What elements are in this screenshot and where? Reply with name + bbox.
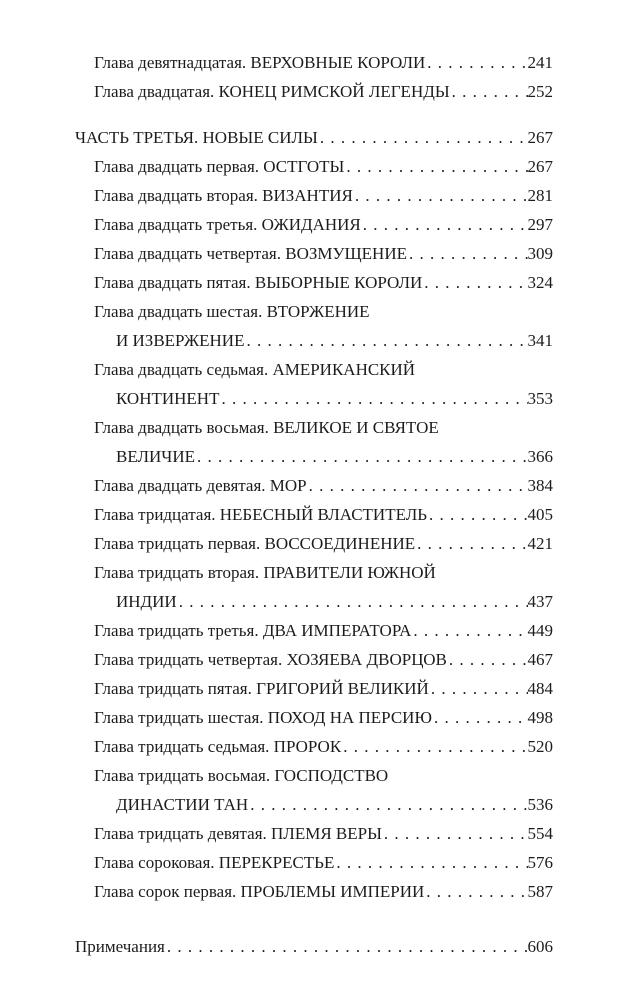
toc-entry-title: Глава двадцать восьмая. ВЕЛИКОЕ И СВЯТОЕ bbox=[94, 418, 439, 437]
toc-entry bbox=[75, 210, 553, 239]
toc-dot-leader bbox=[415, 529, 527, 558]
toc-page-number: 576 bbox=[527, 853, 553, 872]
toc-entry bbox=[75, 932, 553, 961]
toc-entry bbox=[75, 77, 553, 106]
toc-entry bbox=[75, 442, 553, 471]
toc-page-number: 341 bbox=[527, 331, 553, 350]
toc-dot-leader bbox=[382, 819, 528, 848]
toc-page-number: 405 bbox=[527, 505, 553, 524]
toc-entry bbox=[75, 616, 553, 645]
toc-dot-leader bbox=[334, 848, 527, 877]
toc-entry-title: Глава тридцать седьмая. ПРОРОК bbox=[94, 737, 342, 756]
toc-entry bbox=[75, 529, 553, 558]
toc-page-number: 437 bbox=[527, 592, 553, 611]
toc-entry bbox=[75, 326, 553, 355]
toc-page-number: 536 bbox=[527, 795, 553, 814]
toc-page-number: 520 bbox=[527, 737, 553, 756]
toc-dot-leader bbox=[307, 471, 528, 500]
toc-entry bbox=[75, 500, 553, 529]
toc-entry-title: Глава двадцать седьмая. АМЕРИКАНСКИЙ bbox=[94, 360, 416, 379]
toc-page-number: 267 bbox=[527, 157, 553, 176]
toc-entry-title: Глава тридцать восьмая. ГОСПОДСТВО bbox=[94, 766, 389, 785]
toc-entry bbox=[75, 645, 553, 674]
toc-entry bbox=[75, 268, 553, 297]
toc-entry-title: Примечания bbox=[75, 937, 165, 956]
toc-entry-title: Глава двадцать четвертая. ВОЗМУЩЕНИЕ bbox=[94, 244, 407, 263]
toc-page-number: 281 bbox=[527, 186, 553, 205]
toc-entry bbox=[75, 48, 553, 77]
toc-entry-title: Глава двадцать вторая. ВИЗАНТИЯ bbox=[94, 186, 353, 205]
toc-dot-leader bbox=[429, 674, 528, 703]
toc-entry bbox=[75, 413, 553, 442]
toc-entry-title: Глава тридцать пятая. ГРИГОРИЙ ВЕЛИКИЙ bbox=[94, 679, 429, 698]
toc-dot-leader bbox=[427, 500, 527, 529]
toc-entry bbox=[75, 877, 553, 906]
toc-entry-title: Глава тридцать первая. ВОССОЕДИНЕНИЕ bbox=[94, 534, 416, 553]
toc-entry-title: И ИЗВЕРЖЕНИЕ bbox=[116, 331, 245, 350]
toc-entry-title: Глава двадцать пятая. ВЫБОРНЫЕ КОРОЛИ bbox=[94, 273, 423, 292]
toc-page-number: 252 bbox=[527, 82, 553, 101]
toc-entry bbox=[75, 558, 553, 587]
toc-entry-title: Глава тридцатая. НЕБЕСНЫЙ ВЛАСТИТЕЛЬ bbox=[94, 505, 428, 524]
toc-entry-title: Глава сороковая. ПЕРЕКРЕСТЬЕ bbox=[94, 853, 335, 872]
toc-page-number: 353 bbox=[527, 389, 553, 408]
toc-dot-leader bbox=[361, 210, 528, 239]
toc-entry-title: ДИНАСТИИ ТАН bbox=[116, 795, 249, 814]
toc-entry-title: ЧАСТЬ ТРЕТЬЯ. НОВЫЕ СИЛЫ bbox=[75, 128, 318, 147]
toc-page-number: 467 bbox=[527, 650, 553, 669]
toc-entry-title: Глава двадцать первая. ОСТГОТЫ bbox=[94, 157, 345, 176]
toc-entry-title: Глава девятнадцатая. ВЕРХОВНЫЕ КОРОЛИ bbox=[94, 53, 426, 72]
toc-entry-title: Глава тридцать девятая. ПЛЕМЯ ВЕРЫ bbox=[94, 824, 382, 843]
toc-page-number: 384 bbox=[527, 476, 553, 495]
toc-entry bbox=[75, 790, 553, 819]
toc-entry bbox=[75, 848, 553, 877]
toc-page-number: 421 bbox=[527, 534, 553, 553]
toc-entry-title: Глава тридцать третья. ДВА ИМПЕРАТОРА bbox=[94, 621, 412, 640]
toc-entry bbox=[75, 703, 553, 732]
toc-dot-leader bbox=[195, 442, 527, 471]
toc-entry bbox=[75, 674, 553, 703]
toc-page-number: 309 bbox=[527, 244, 553, 263]
toc-entry bbox=[75, 732, 553, 761]
toc-entry bbox=[75, 587, 553, 616]
toc-page-number: 366 bbox=[527, 447, 553, 466]
toc-page-number: 267 bbox=[527, 128, 553, 147]
toc-entry-title: Глава тридцать вторая. ПРАВИТЕЛИ ЮЖНОЙ bbox=[94, 563, 436, 582]
toc-entry-title: Глава двадцать девятая. МОР bbox=[94, 476, 307, 495]
toc-entry-title: Глава двадцатая. КОНЕЦ РИМСКОЙ ЛЕГЕНДЫ bbox=[94, 82, 450, 101]
toc-dot-leader bbox=[244, 326, 527, 355]
toc-entry bbox=[75, 355, 553, 384]
toc-page-number: 324 bbox=[527, 273, 553, 292]
toc-entry bbox=[75, 181, 553, 210]
toc-dot-leader bbox=[422, 268, 527, 297]
toc-entry-title: ИНДИИ bbox=[116, 592, 177, 611]
toc-dot-leader bbox=[447, 645, 528, 674]
toc-page-number: 484 bbox=[527, 679, 553, 698]
toc-dot-leader bbox=[432, 703, 528, 732]
toc-dot-leader bbox=[344, 152, 527, 181]
toc-entry bbox=[75, 239, 553, 268]
toc-entry bbox=[75, 123, 553, 152]
toc-dot-leader bbox=[353, 181, 528, 210]
toc-page-number: 297 bbox=[527, 215, 553, 234]
toc-dot-leader bbox=[318, 123, 528, 152]
toc-entry bbox=[75, 471, 553, 500]
toc-entry-title: Глава тридцать четвертая. ХОЗЯЕВА ДВОРЦОВ bbox=[94, 650, 447, 669]
toc-dot-leader bbox=[411, 616, 527, 645]
toc-entry bbox=[75, 819, 553, 848]
toc-page-number: 241 bbox=[527, 53, 553, 72]
toc-page-number: 587 bbox=[527, 882, 553, 901]
toc-dot-leader bbox=[425, 48, 527, 77]
toc-entry bbox=[75, 297, 553, 326]
toc-page-number: 449 bbox=[527, 621, 553, 640]
toc-entry-title: Глава сорок первая. ПРОБЛЕМЫ ИМПЕРИИ bbox=[94, 882, 425, 901]
toc-dot-leader bbox=[450, 77, 528, 106]
toc-page-number: 554 bbox=[527, 824, 553, 843]
toc-entry-title: Глава тридцать шестая. ПОХОД НА ПЕРСИЮ bbox=[94, 708, 432, 727]
toc-dot-leader bbox=[248, 790, 527, 819]
toc-dot-leader bbox=[219, 384, 527, 413]
toc-entry-title: Глава двадцать третья. ОЖИДАНИЯ bbox=[94, 215, 361, 234]
toc-entry-title: ВЕЛИЧИЕ bbox=[116, 447, 196, 466]
toc-dot-leader bbox=[177, 587, 528, 616]
toc-entry bbox=[75, 384, 553, 413]
toc-page-number: 606 bbox=[527, 937, 553, 956]
toc-entry bbox=[75, 152, 553, 181]
toc-page-number: 498 bbox=[527, 708, 553, 727]
toc-dot-leader bbox=[165, 932, 528, 961]
toc-dot-leader bbox=[424, 877, 527, 906]
toc-dot-leader bbox=[407, 239, 528, 268]
toc-entry-title: Глава двадцать шестая. ВТОРЖЕНИЕ bbox=[94, 302, 370, 321]
toc-dot-leader bbox=[341, 732, 527, 761]
toc-entry bbox=[75, 761, 553, 790]
toc-entry-title: КОНТИНЕНТ bbox=[116, 389, 220, 408]
toc-list bbox=[75, 48, 553, 961]
